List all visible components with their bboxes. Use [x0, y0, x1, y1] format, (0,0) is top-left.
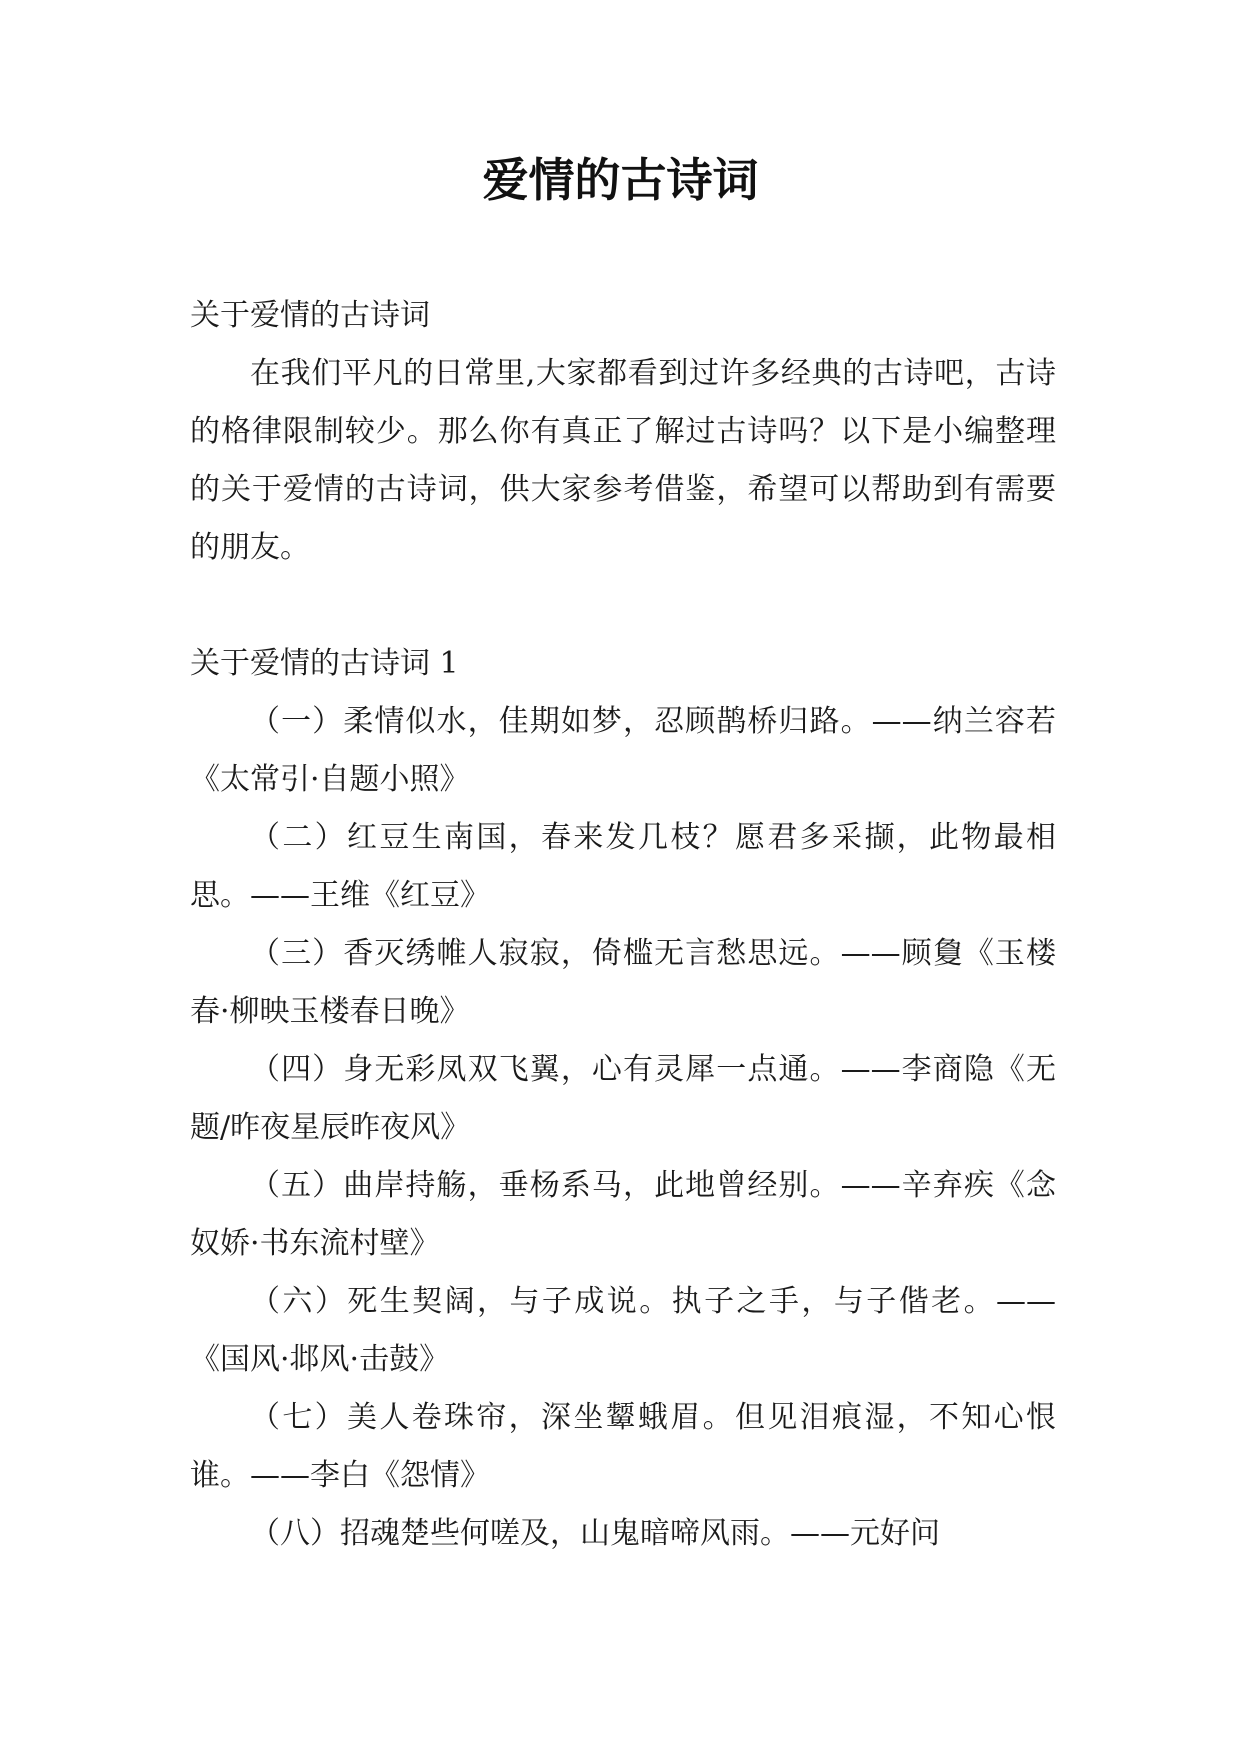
section-spacer [190, 577, 1056, 635]
poem-item: （七）美人卷珠帘，深坐颦蛾眉。但见泪痕湿，不知心恨谁。——李白《怨情》 [190, 1400, 1056, 1493]
poem-item: （一）柔情似水，佳期如梦，忍顾鹊桥归路。——纳兰容若《太常引·自题小照》 [190, 704, 1056, 797]
poem-item: （二）红豆生南国，春来发几枝？愿君多采撷，此物最相思。——王维《红豆》 [190, 820, 1056, 913]
document-body [190, 287, 1056, 1563]
poem-item: （三）香灭绣帷人寂寂，倚槛无言愁思远。——顾敻《玉楼春·柳映玉楼春日晚》 [190, 936, 1056, 1029]
poem-item: （六）死生契阔，与子成说。执子之手，与子偕老。——《国风·邶风·击鼓》 [190, 1284, 1056, 1377]
section-heading: 关于爱情的古诗词 1 [190, 646, 459, 681]
intro-paragraph: 在我们平凡的日常里,大家都看到过许多经典的古诗吧，古诗的格律限制较少。那么你有真正了解过古诗吗？以下是小编整理的关于爱情的古诗词，供大家参考借鉴，希望可以帮助到有需要的朋友。 [190, 356, 1056, 565]
poem-item: （八）招魂楚些何嗟及，山鬼暗啼风雨。——元好问 [250, 1516, 940, 1551]
document-title: 爱情的古诗词 [482, 153, 759, 207]
poem-item: （五）曲岸持觞，垂杨系马，此地曾经别。——辛弃疾《念奴娇·书东流村壁》 [190, 1168, 1056, 1261]
subtitle: 关于爱情的古诗词 [190, 298, 430, 333]
poem-item: （四）身无彩凤双飞翼，心有灵犀一点通。——李商隐《无题/昨夜星辰昨夜风》 [190, 1052, 1056, 1145]
